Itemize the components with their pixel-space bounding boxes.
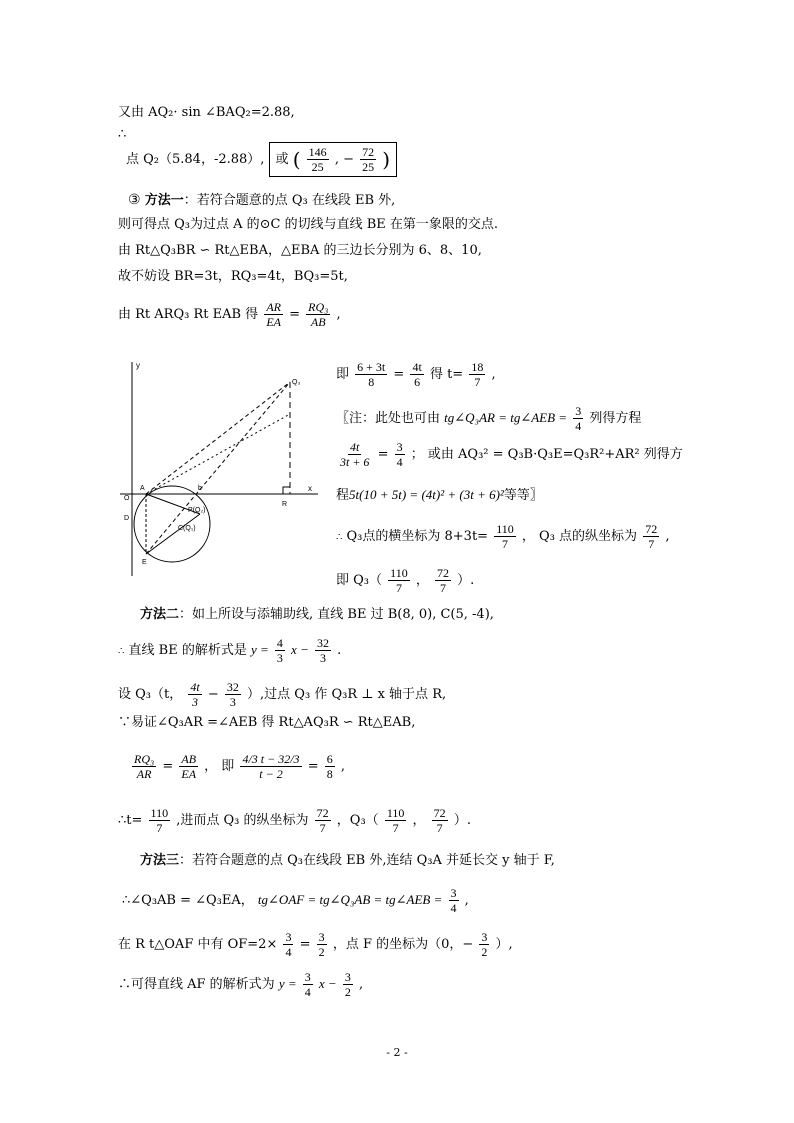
be-line-text: 直线 BE 的解析式是 — [128, 643, 247, 658]
point-p-label: P(Q₂) — [188, 507, 206, 514]
therefore-mark: ∴ — [336, 532, 343, 543]
frac-num: 72 — [437, 566, 450, 580]
frac-den: 3 — [319, 651, 326, 665]
point-o-label: O — [124, 495, 130, 502]
frac-den: 7 — [156, 821, 163, 835]
frac-den: 7 — [648, 537, 655, 551]
frac-num: 3 — [304, 970, 311, 984]
frac-num: 110 — [390, 566, 408, 580]
close-paren: ）. — [457, 573, 475, 588]
text-line-method2 — [140, 606, 494, 624]
frac-num: 3 — [344, 970, 351, 984]
close-paren: ）. — [453, 813, 471, 828]
method2-heading: 方法二 — [140, 607, 180, 622]
angle-equal-text: ∴∠Q₃AB = ∠Q₃EA， — [122, 893, 254, 908]
alt-answer-bracket: 或 ( $\frac{146}{25}$ , − $\frac{72}{25}$ ) — [269, 142, 398, 177]
text-ji: 即 — [336, 367, 350, 382]
frac-num: 110 — [150, 806, 169, 820]
frac-num: 4t — [412, 360, 422, 374]
frac-num: 32 — [316, 636, 329, 650]
text-line-10 — [336, 404, 641, 433]
frac-den: 7 — [474, 375, 481, 389]
close-paren: ）, — [495, 937, 513, 952]
frac-den: 2 — [318, 945, 325, 959]
equals: = — [289, 307, 301, 322]
text-line-22 — [122, 886, 469, 915]
text-line-24 — [118, 970, 363, 999]
note-close: 等等〗 — [503, 488, 543, 503]
frac-num: 72 — [433, 806, 446, 820]
frac-num: AB — [181, 752, 197, 766]
frac-den: 4 — [450, 901, 457, 915]
ordinate-text: ,进而点 Q₃ 的纵坐标为 — [176, 813, 309, 828]
right-angle-mark — [283, 487, 290, 494]
frac-den: 25 — [311, 160, 324, 174]
text-ji: ， 即 — [204, 759, 235, 774]
frac-den: 2 — [481, 945, 488, 959]
frac-den: 7 — [395, 581, 402, 595]
point-b-label: b — [198, 485, 202, 492]
frac-den: 6 — [414, 375, 421, 389]
frac-den: 7 — [392, 821, 399, 835]
text-line-11 — [336, 440, 683, 469]
frac-den: 3 — [229, 695, 236, 709]
text-line-6: 由 Rt△Q₃BR ∽ Rt△EBA，△EBA 的三边长分别为 6、8、10, — [118, 243, 482, 258]
frac-num: 3 — [285, 930, 292, 944]
aux-line — [146, 414, 290, 494]
text-line-method1 — [128, 191, 395, 210]
point-c-label: C(Q₁) — [178, 525, 196, 532]
period: . — [337, 643, 342, 658]
method1-heading: 方法一 — [144, 193, 184, 208]
comma: , — [665, 529, 670, 544]
tangent-equation: tg∠Q₃AR = tg∠AEB = — [444, 410, 568, 425]
equals: = — [307, 759, 319, 774]
comma: ， — [412, 813, 426, 828]
q3-ordinate-text: ， Q₃ 点的纵坐标为 — [521, 529, 638, 544]
text-line-18: ∵易证∠Q₃AR =∠AEB 得 Rt△AQ₃R ∽ Rt△EAB, — [118, 715, 416, 730]
text-line-9 — [336, 360, 496, 389]
text-line-5: 则可得点 Q₃为过点 A 的⊙C 的切线与直线 BE 在第一象限的交点. — [118, 217, 499, 232]
alt-equation-text: ； 或由 AQ₃² = Q₃B·Q₃E=Q₃R²+AR² 列得方 — [410, 447, 683, 462]
frac-num: 146 — [308, 145, 327, 159]
text-line-13 — [336, 522, 669, 551]
tangent-chain: tg∠OAF = tg∠Q₃AB = tg∠AEB = — [257, 892, 443, 907]
frac-den: 4 — [575, 419, 582, 433]
frac-num: 4/3 t − 32/3 — [242, 752, 300, 766]
frac-num: 18 — [471, 360, 484, 374]
ep-segment — [146, 514, 200, 554]
frac-num: 6 — [326, 752, 333, 766]
af-line-text: ∴可得直线 AF 的解析式为 — [118, 977, 275, 992]
text-line-3 — [126, 142, 397, 177]
frac-den: 25 — [362, 160, 375, 174]
frac-den: 8 — [326, 767, 333, 781]
text-cheng: 程 — [336, 488, 350, 503]
frac-num: RQ₃ — [134, 752, 155, 766]
frac-den: 4 — [304, 985, 311, 999]
alt-sep: , − — [334, 152, 354, 167]
text-line-8 — [118, 300, 341, 329]
frac-num: RQ₃ — [308, 300, 329, 314]
text-line-16 — [118, 636, 341, 665]
tangent-line — [146, 382, 290, 494]
frac-den: 7 — [319, 821, 326, 835]
frac-den: 7 — [502, 537, 508, 551]
x-minus: x − — [291, 642, 309, 657]
y-equals: y = — [250, 642, 269, 657]
frac-num: 6 + 3t — [357, 360, 386, 374]
frac-num: 72 — [316, 806, 329, 820]
frac-num: 32 — [226, 680, 239, 694]
text-line-1: 又由 AQ₂· sin ∠BAQ₂=2.88, — [118, 105, 295, 120]
similar-triangles-text: 由 Rt ARQ₃ Rt EAB 得 — [118, 307, 259, 322]
text-line-19 — [130, 752, 345, 781]
x-axis-label: x — [308, 484, 312, 493]
text-line-method3 — [140, 852, 555, 870]
of-length-text: 在 R t△OAF 中有 OF=2× — [118, 937, 278, 952]
q3-abscissa-text: Q₃点的横坐标为 8+3t= — [346, 529, 489, 544]
frac-den: 3 — [276, 651, 283, 665]
note-open: 〖注：此处也可由 — [336, 411, 441, 426]
method1-text: ：若符合题意的点 Q₃ 在线段 EB 外, — [183, 193, 396, 208]
equals: = — [299, 937, 311, 952]
q3-coord-text: ，Q₃（ — [336, 813, 379, 828]
frac-den: 4 — [396, 455, 403, 469]
frac-num: 4t — [190, 680, 200, 694]
set-q3-text: 设 Q₃（t， — [118, 687, 183, 702]
page-number: - 2 - — [386, 1046, 408, 1059]
frac-num: 3 — [481, 930, 488, 944]
frac-den: AR — [136, 767, 152, 781]
text-line-7: 故不妨设 BR=3t，RQ₃=4t，BQ₃=5t, — [118, 269, 348, 284]
equation-5t: 5t(10 + 5t) = (4t)² + (3t + 6)² — [349, 487, 504, 502]
comma: , — [340, 759, 346, 774]
frac-num: 3 — [318, 930, 325, 944]
frac-num: 3 — [396, 440, 403, 454]
frac-den: 7 — [440, 581, 447, 595]
text-de-t: 得 t= — [429, 367, 464, 382]
frac-num: AR — [266, 300, 281, 314]
equals: = — [377, 447, 389, 462]
comma: , — [358, 977, 364, 992]
frac-num: 4 — [276, 636, 283, 650]
text-line-23 — [118, 930, 513, 959]
point-f-text: ，点 F 的坐标为（0，− — [332, 937, 474, 952]
frac-den: AB — [310, 315, 326, 329]
comma: , — [491, 367, 496, 382]
comma: , — [336, 307, 341, 322]
y-axis-label: y — [136, 361, 140, 370]
frac-den: 7 — [436, 821, 443, 835]
method3-heading: 方法三 — [140, 853, 180, 868]
y-equals: y = — [278, 976, 297, 991]
text-line-14 — [336, 566, 474, 595]
point-d-label: D — [124, 515, 130, 522]
frac-num: 3 — [575, 404, 582, 418]
frac-den: t − 2 — [259, 767, 283, 781]
frac-den: 3t + 6 — [340, 455, 370, 469]
frac-num: 72 — [362, 145, 375, 159]
point-q3-label: Q₃ — [292, 379, 301, 386]
circled-3-mark: ③ — [128, 192, 141, 208]
geometry-figure — [118, 354, 323, 578]
note-text: 列得方程 — [589, 411, 642, 426]
frac-num: 110 — [386, 806, 405, 820]
minus: − — [207, 687, 219, 702]
frac-den: 8 — [368, 375, 375, 389]
point-r-label: R — [282, 501, 288, 508]
alt-or: 或 — [275, 152, 289, 167]
frac-den: EA — [181, 767, 197, 781]
comma: ， — [415, 573, 429, 588]
text-line-12 — [336, 486, 543, 505]
perpendicular-text: ）,过点 Q₃ 作 Q₃R ⊥ x 轴于点 R, — [247, 687, 447, 702]
point-q2-text: 点 Q₂（5.84，-2.88）, — [126, 152, 265, 167]
frac-den: 4 — [285, 945, 292, 959]
frac-num: 72 — [645, 522, 658, 536]
frac-den: EA — [266, 315, 281, 329]
text-line-20 — [118, 806, 471, 835]
point-e-label: E — [142, 559, 147, 566]
equals: = — [162, 759, 174, 774]
t-equals: ∴t= — [118, 813, 143, 828]
point-a-label: A — [140, 485, 145, 492]
therefore-mark: ∴ — [118, 646, 125, 657]
circle-c — [134, 486, 210, 562]
q3-coord-text: 即 Q₃（ — [336, 573, 383, 588]
frac-den: 2 — [344, 985, 351, 999]
text-line-17 — [118, 680, 446, 709]
frac-den: 3 — [192, 695, 199, 709]
equals: = — [393, 367, 405, 382]
line-be — [146, 382, 290, 554]
method3-text: ：若符合题意的点 Q₃在线段 EB 外,连结 Q₃A 并延长交 y 轴于 F, — [179, 853, 555, 868]
therefore-mark: ∴ — [118, 127, 127, 142]
frac-num: 4t — [350, 440, 360, 454]
x-minus: x − — [318, 976, 337, 991]
method2-text: ：如上所设与添辅助线, 直线 BE 过 B(8, 0), C(5, -4), — [179, 607, 494, 622]
comma: , — [464, 893, 469, 908]
frac-num: 110 — [496, 522, 514, 536]
frac-num: 3 — [450, 886, 457, 900]
